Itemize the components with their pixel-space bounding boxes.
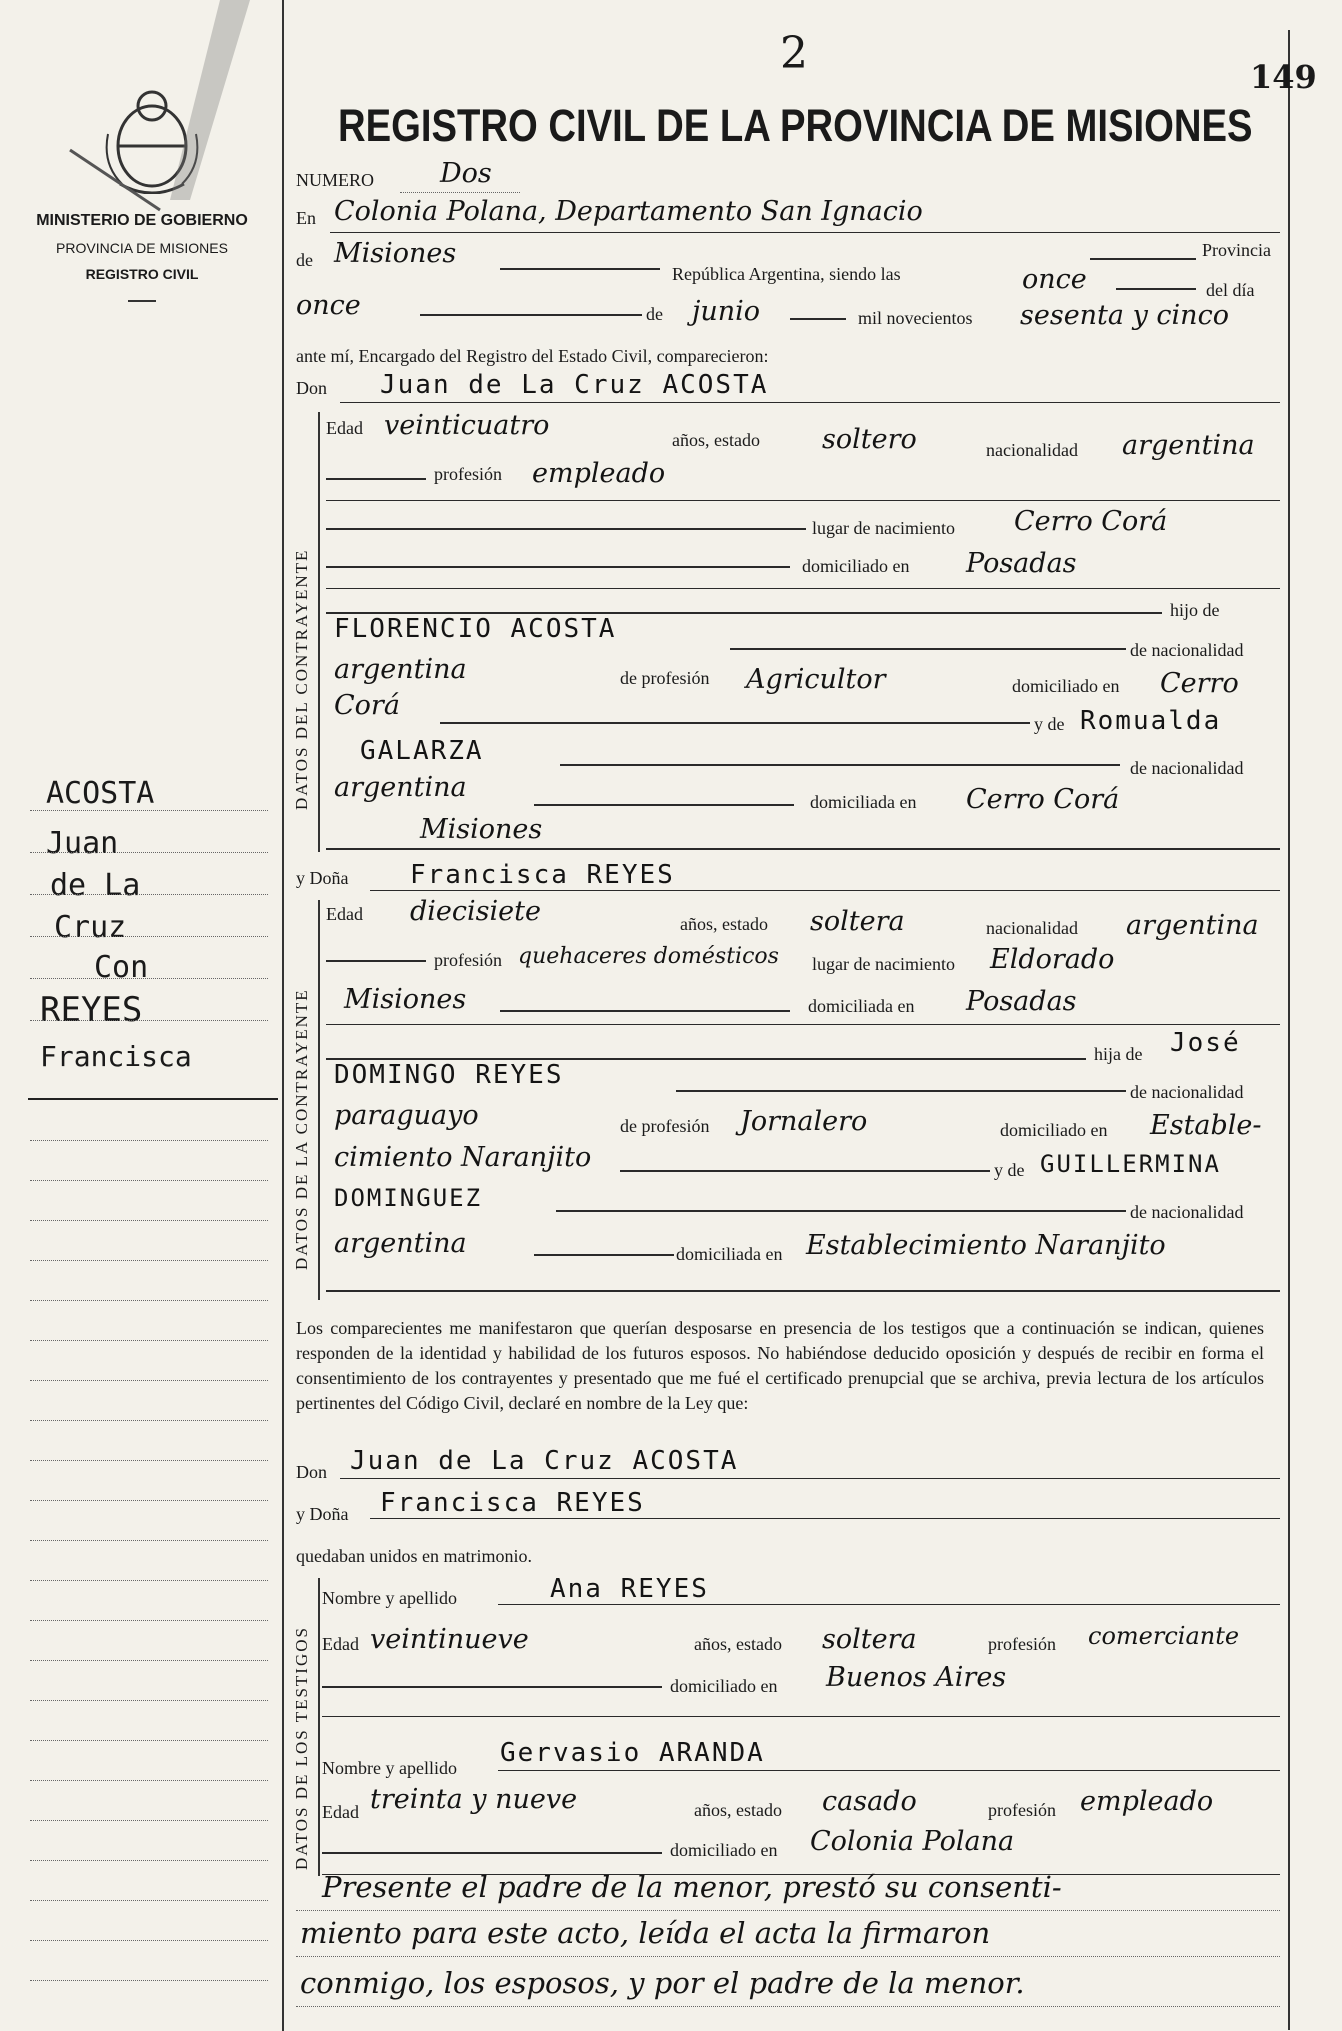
mes-line (790, 318, 846, 320)
groom-mother-last: GALARZA (360, 736, 484, 766)
ante-text: ante mí, Encargado del Registro del Estado Civil, comparecieron: (296, 346, 769, 366)
mes-value: junio (692, 296, 761, 327)
bride-y-de-label: y de (994, 1160, 1025, 1180)
groom-father-dom: Cerro (1160, 668, 1239, 699)
groom-nacionalidad-value: argentina (1122, 430, 1255, 461)
margin-ruled-line (30, 1860, 268, 1861)
don-label: Don (296, 378, 327, 398)
bride-father-prof: Jornalero (740, 1106, 868, 1137)
w2-profesion-value: empleado (1080, 1786, 1214, 1817)
margin-ruled-line (30, 1540, 268, 1541)
groom-y-de-label: y de (1034, 714, 1065, 734)
numero-line (400, 192, 520, 193)
notes-rule (296, 2006, 1280, 2007)
margin-note-line: Con (94, 950, 149, 985)
de2-label: de (646, 304, 663, 324)
w1-edad-label: Edad (322, 1634, 359, 1654)
w1-profesion-value: comerciante (1088, 1622, 1240, 1650)
margin-note-line: Cruz (54, 910, 127, 945)
bride-mother-nac-line (534, 1254, 674, 1256)
groom-father-nac: argentina (334, 654, 467, 685)
groom-father-dom-cont: Corá (334, 690, 400, 721)
groom-de-profesion-label: de profesión (620, 668, 710, 688)
groom-father-line (730, 648, 1126, 650)
bride-father-name: DOMINGO REYES (334, 1060, 564, 1090)
groom-lugar-label: lugar de nacimiento (812, 518, 955, 538)
margin-ruled-line (30, 936, 268, 937)
w1-dom-value: Buenos Aires (826, 1662, 1007, 1693)
decl-bride-name: Francisca REYES (380, 1488, 645, 1518)
de-line (500, 268, 660, 270)
w1-edad-value: veintinueve (370, 1624, 529, 1655)
groom-father-name: FLORENCIO ACOSTA (334, 614, 617, 644)
bride-mother-first: GUILLERMINA (1040, 1150, 1221, 1178)
notes-rule (296, 1956, 1280, 1957)
mil-label: mil novecientos (858, 308, 973, 328)
en-value: Colonia Polana, Departamento San Ignacio (334, 196, 923, 227)
margin-ruled-line (30, 1020, 268, 1021)
margin-note-line: de La (50, 868, 141, 903)
margin-note-line: ACOSTA (46, 776, 155, 811)
margin-ruled-line (30, 1380, 268, 1381)
margin-ruled-line (30, 1420, 268, 1421)
dia-line (420, 314, 642, 316)
bride-mother-dom-label: domiciliada en (676, 1244, 783, 1264)
notes-line: conmigo, los esposos, y por el padre de la menor. (300, 1966, 1025, 2000)
groom-section-bottom-line (326, 848, 1280, 850)
w2-nombre-label: Nombre y apellido (322, 1758, 457, 1778)
groom-edad-label: Edad (326, 418, 363, 438)
de-label: de (296, 250, 313, 270)
notes-line: miento para este acto, leída el acta la firmaron (300, 1916, 991, 1950)
left-column-divider (282, 0, 284, 2031)
hora-line (1116, 288, 1196, 290)
margin-ruled-line (30, 1340, 268, 1341)
bride-lugar-label: lugar de nacimiento (812, 954, 955, 974)
decl-bride-line (370, 1518, 1280, 1519)
stamp-provincia: PROVINCIA DE MISIONES (56, 240, 228, 256)
groom-edad-value: veinticuatro (384, 410, 550, 441)
bride-edad-label: Edad (326, 904, 363, 924)
margin-note-line: REYES (40, 990, 143, 1030)
witness-section-label: DATOS DE LOS TESTIGOS (292, 1626, 311, 1870)
groom-name: Juan de La Cruz ACOSTA (380, 370, 769, 400)
groom-mother-line (560, 764, 1120, 766)
margin-note-line: Juan (46, 826, 119, 861)
en-line (330, 232, 1280, 233)
groom-section-label: DATOS DEL CONTRAYENTE (292, 548, 311, 810)
margin-ruled-line (30, 1300, 268, 1301)
margin-ruled-line (30, 1220, 268, 1221)
witness-section-rule (318, 1578, 320, 1876)
w1-profesion-label: profesión (988, 1634, 1056, 1654)
groom-de-nacionalidad-label: de nacionalidad (1130, 640, 1244, 660)
groom-profesion-line (326, 478, 426, 480)
groom-mother-dom-label: domiciliada en (810, 792, 917, 812)
stamp-registro: REGISTRO CIVIL (85, 266, 199, 282)
groom-mother-dom: Cerro Corá (966, 784, 1120, 815)
margin-ruled-line (30, 1500, 268, 1501)
groom-name-line (340, 402, 1280, 403)
numero-value: Dos (440, 158, 492, 189)
bride-de-nacionalidad-label2: de nacionalidad (1130, 1202, 1244, 1222)
bride-ydeline (620, 1170, 990, 1172)
groom-row4-line (326, 588, 1280, 589)
w2-profesion-label: profesión (988, 1800, 1056, 1820)
w2-dom-line (322, 1852, 662, 1854)
bride-anos-estado-label: años, estado (680, 914, 768, 934)
decl-groom-name: Juan de La Cruz ACOSTA (350, 1446, 739, 1476)
groom-de-nacionalidad-label2: de nacionalidad (1130, 758, 1244, 778)
margin-ruled-line (30, 1980, 268, 1981)
bride-domiciliada-label: domiciliada en (808, 996, 915, 1016)
margin-ruled-line (30, 810, 268, 811)
bride-name-line (370, 890, 1280, 891)
bride-name: Francisca REYES (410, 860, 675, 890)
w2-dom-value: Colonia Polana (810, 1826, 1015, 1857)
bride-section-rule (318, 900, 320, 1300)
w2-nombre-line (498, 1770, 1280, 1771)
bride-nacionalidad-value: argentina (1126, 910, 1259, 941)
margin-ruled-line (30, 852, 268, 853)
bride-father-first: José (1170, 1028, 1241, 1058)
decl-closing: quedaban unidos en matrimonio. (296, 1546, 532, 1566)
bride-mother-nac: argentina (334, 1228, 467, 1259)
groom-mother-nac: argentina (334, 772, 467, 803)
margin-ruled-line (30, 1780, 268, 1781)
w1-dom-line (322, 1686, 662, 1688)
groom-ydeline (440, 722, 1030, 724)
margin-separator (28, 1098, 278, 1100)
bride-lugar-cont-line (500, 1010, 790, 1012)
w1-nombre-line (498, 1604, 1280, 1605)
w1-nombre-value: Ana REYES (550, 1574, 709, 1604)
groom-estado-value: soltero (822, 424, 917, 455)
groom-dom-line (326, 566, 790, 568)
dia-value: once (296, 290, 361, 321)
right-page-edge (1288, 30, 1290, 2030)
groom-section-rule (318, 412, 320, 852)
diagonal-stamp-mark (60, 0, 260, 230)
bride-profesion-line (326, 960, 426, 962)
w2-dom-label: domiciliado en (670, 1840, 778, 1860)
groom-row2-line (326, 500, 1280, 501)
w2-nombre-value: Gervasio ARANDA (500, 1738, 765, 1768)
w2-anos-estado-label: años, estado (694, 1800, 782, 1820)
bride-profesion-label: profesión (434, 950, 502, 970)
groom-anos-estado-label: años, estado (672, 430, 760, 450)
margin-ruled-line (30, 1180, 268, 1181)
folio-number: 149 (1250, 58, 1317, 96)
bride-estado-value: soltera (810, 906, 905, 937)
de-value: Misiones (334, 238, 457, 269)
groom-domicilio-value: Posadas (966, 548, 1077, 579)
declaration-paragraph: Los comparecientes me manifestaron que querían desposarse en presencia de los testigos que a continuación se indican, quienes responden de la identidad y habilidad de los futuros esposos. No habiéndose deducido oposición y después de recibir en forma el consentimiento de los contrayentes y presentado que me fué el certificado prenupcial que se archiva, previa lectura de los artículos pertinentes del Código Civil, declaré en nombre de la Ley que: (296, 1318, 1264, 1413)
margin-ruled-line (30, 1820, 268, 1821)
w1-dom-label: domiciliado en (670, 1676, 778, 1696)
groom-hijo-label: hijo de (1170, 600, 1220, 620)
groom-father-prof: Agricultor (746, 664, 886, 695)
w2-estado-value: casado (822, 1786, 917, 1817)
bride-de-nacionalidad-label: de nacionalidad (1130, 1082, 1244, 1102)
bride-lugar-cont: Misiones (344, 984, 467, 1015)
decl-dona-label: y Doña (296, 1504, 349, 1524)
del-dia-label: del día (1206, 280, 1255, 300)
margin-ruled-line (30, 894, 268, 895)
page-number-top: 2 (780, 28, 808, 79)
bride-domicilio-value: Posadas (966, 986, 1077, 1017)
bride-father-dom: Estable- (1150, 1110, 1262, 1141)
margin-ruled-line (30, 1900, 268, 1901)
w1-anos-estado-label: años, estado (694, 1634, 782, 1654)
bride-edad-value: diecisiete (410, 896, 541, 927)
margin-ruled-line (30, 1660, 268, 1661)
w1-bottom-line (322, 1716, 1280, 1717)
margin-ruled-line (30, 1140, 268, 1141)
bride-de-profesion-label: de profesión (620, 1116, 710, 1136)
bride-father-line (676, 1090, 1126, 1092)
bride-father-nac: paraguayo (334, 1100, 479, 1131)
groom-profesion-value: empleado (532, 458, 666, 489)
stamp-ministerio: MINISTERIO DE GOBIERNO (36, 212, 248, 229)
numero-label: NUMERO (296, 170, 375, 190)
bride-row3-line (326, 1024, 1280, 1025)
groom-lugar-value: Cerro Corá (1014, 506, 1168, 537)
w1-nombre-label: Nombre y apellido (322, 1588, 457, 1608)
bride-profesion-value: quehaceres domésticos (518, 944, 779, 969)
bride-nacionalidad-label: nacionalidad (986, 918, 1078, 938)
margin-ruled-line (30, 1260, 268, 1261)
bride-father-dom-cont: cimiento Naranjito (334, 1142, 592, 1173)
groom-mother-dom-cont: Misiones (420, 814, 543, 845)
en-label: En (296, 208, 316, 228)
w2-edad-label: Edad (322, 1802, 359, 1822)
bride-section-bottom-line (326, 1290, 1280, 1292)
bride-mother-last: DOMINGUEZ (334, 1184, 483, 1212)
margin-ruled-line (30, 1580, 268, 1581)
margin-ruled-line (30, 1940, 268, 1941)
notes-line: Presente el padre de la menor, prestó su consenti- (322, 1870, 1062, 1904)
groom-father-dom-label: domiciliado en (1012, 676, 1120, 696)
decl-groom-line (340, 1478, 1280, 1479)
page-title: REGISTRO CIVIL DE LA PROVINCIA DE MISIONES (338, 100, 1253, 151)
provincia-line (1090, 258, 1196, 260)
stamp-dash (128, 300, 156, 302)
republica-text: República Argentina, siendo las (672, 264, 901, 284)
groom-lugar-line (326, 528, 806, 530)
margin-note-line: Francisca (40, 1040, 192, 1073)
groom-profesion-label: profesión (434, 464, 502, 484)
bride-hija-label: hija de (1094, 1044, 1143, 1064)
bride-mother-dom: Establecimiento Naranjito (806, 1230, 1166, 1261)
groom-mother-nac-line (534, 804, 794, 806)
margin-ruled-line (30, 1620, 268, 1621)
anio-value: sesenta y cinco (1020, 300, 1229, 331)
margin-ruled-line (30, 1460, 268, 1461)
groom-domiciliado-label: domiciliado en (802, 556, 910, 576)
margin-ruled-line (30, 1700, 268, 1701)
margin-ruled-line (30, 978, 268, 979)
dona-label: y Doña (296, 868, 349, 888)
groom-mother-first: Romualda (1080, 706, 1222, 736)
notes-rule (296, 1910, 1280, 1911)
decl-don-label: Don (296, 1462, 327, 1482)
bride-section-label: DATOS DE LA CONTRAYENTE (292, 988, 311, 1270)
provincia-label: Provincia (1202, 240, 1271, 260)
margin-ruled-line (30, 1740, 268, 1741)
bride-lugar-value: Eldorado (990, 944, 1115, 975)
bride-mother-line (556, 1210, 1126, 1212)
w2-edad-value: treinta y nueve (370, 1784, 578, 1815)
groom-nacionalidad-label: nacionalidad (986, 440, 1078, 460)
hora-value: once (1022, 264, 1087, 295)
bride-father-dom-label: domiciliado en (1000, 1120, 1108, 1140)
w1-estado-value: soltera (822, 1624, 917, 1655)
